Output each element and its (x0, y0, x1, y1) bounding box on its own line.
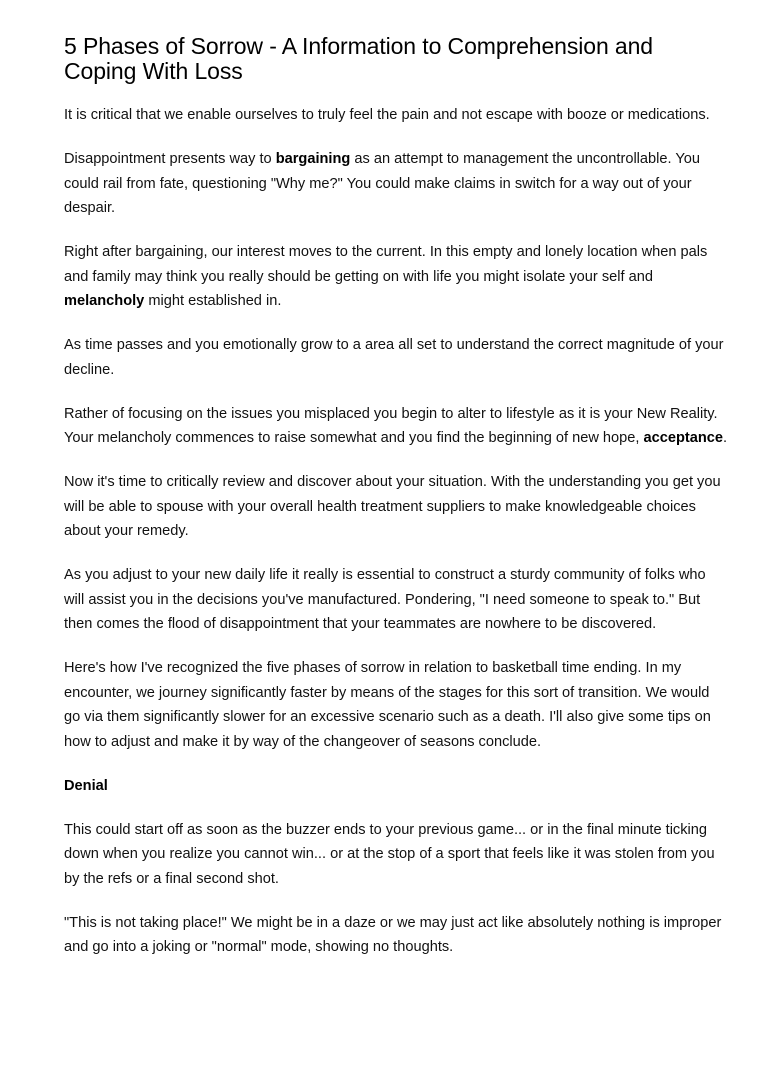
paragraph: As time passes and you emotionally grow to a area all set to understand the correct magnitude of your decline. (64, 337, 724, 378)
section-heading: Denial (64, 777, 108, 794)
paragraph: Here's how I've recognized the five phases of sorrow in relation to basketball time ending. In my encounter, we journey significantly faster by means of the stages for this sort of transition. We would go via them significantly slower for an excessive scenario such as a death. I'll also give some tips on how to adjust and make it by way of the changeover of seasons conclude. (64, 660, 711, 750)
bold-term: melancholy (64, 293, 145, 309)
paragraph (64, 147, 728, 221)
bold-term: bargaining (275, 151, 351, 167)
paragraph: As you adjust to your new daily life it really is essential to construct a sturdy community of folks who will assist you in the decisions you've manufactured. Pondering, "I need someone to speak to." But then comes the flood of disappointment that your teammates are nowhere to be discovered. (64, 567, 706, 632)
paragraph: This could start off as soon as the buzzer ends to your previous game... or in the final minute ticking down when you realize you cannot win... or at the stop of a sport that feels like it was stolen from you by the refs or a final second shot. (64, 821, 715, 887)
paragraph-text: as an attempt to management the uncontrollable. You could rail from fate, questioning "Why me?" You could make claims in switch for a way out of your despair. (64, 151, 700, 216)
paragraph: It is critical that we enable ourselves to truly feel the pain and not escape with booze or medications. (64, 107, 710, 123)
paragraph (64, 240, 728, 314)
paragraph-text: Rather of focusing on the issues you misplaced you begin to alter to lifestyle as it is your New Reality. Your melancholy commences to raise somewhat and you find the beginning of new hope, (64, 405, 718, 446)
paragraph: "This is not taking place!" We might be in a daze or we may just act like absolutely nothing is improper and go into a joking or "normal" mode, showing no thoughts. (64, 914, 722, 955)
paragraph-text: Disappointment presents way to (64, 151, 276, 167)
paragraph-text: might established in. (144, 293, 282, 309)
paragraph-text: Right after bargaining, our interest moves to the current. In this empty and lonely location when pals and family may think you really should be getting on with life you might isolate your self and (64, 244, 708, 285)
paragraph (64, 402, 728, 451)
document-title: 5 Phases of Sorrow - A Information to Comprehension and Coping With Loss (64, 33, 653, 84)
paragraph: Now it's time to critically review and discover about your situation. With the understanding you get you will be able to spouse with your overall health treatment suppliers to make knowledgeable choices about your remedy. (64, 474, 721, 539)
bold-term: acceptance (643, 430, 724, 446)
paragraph-text: . (723, 430, 728, 446)
